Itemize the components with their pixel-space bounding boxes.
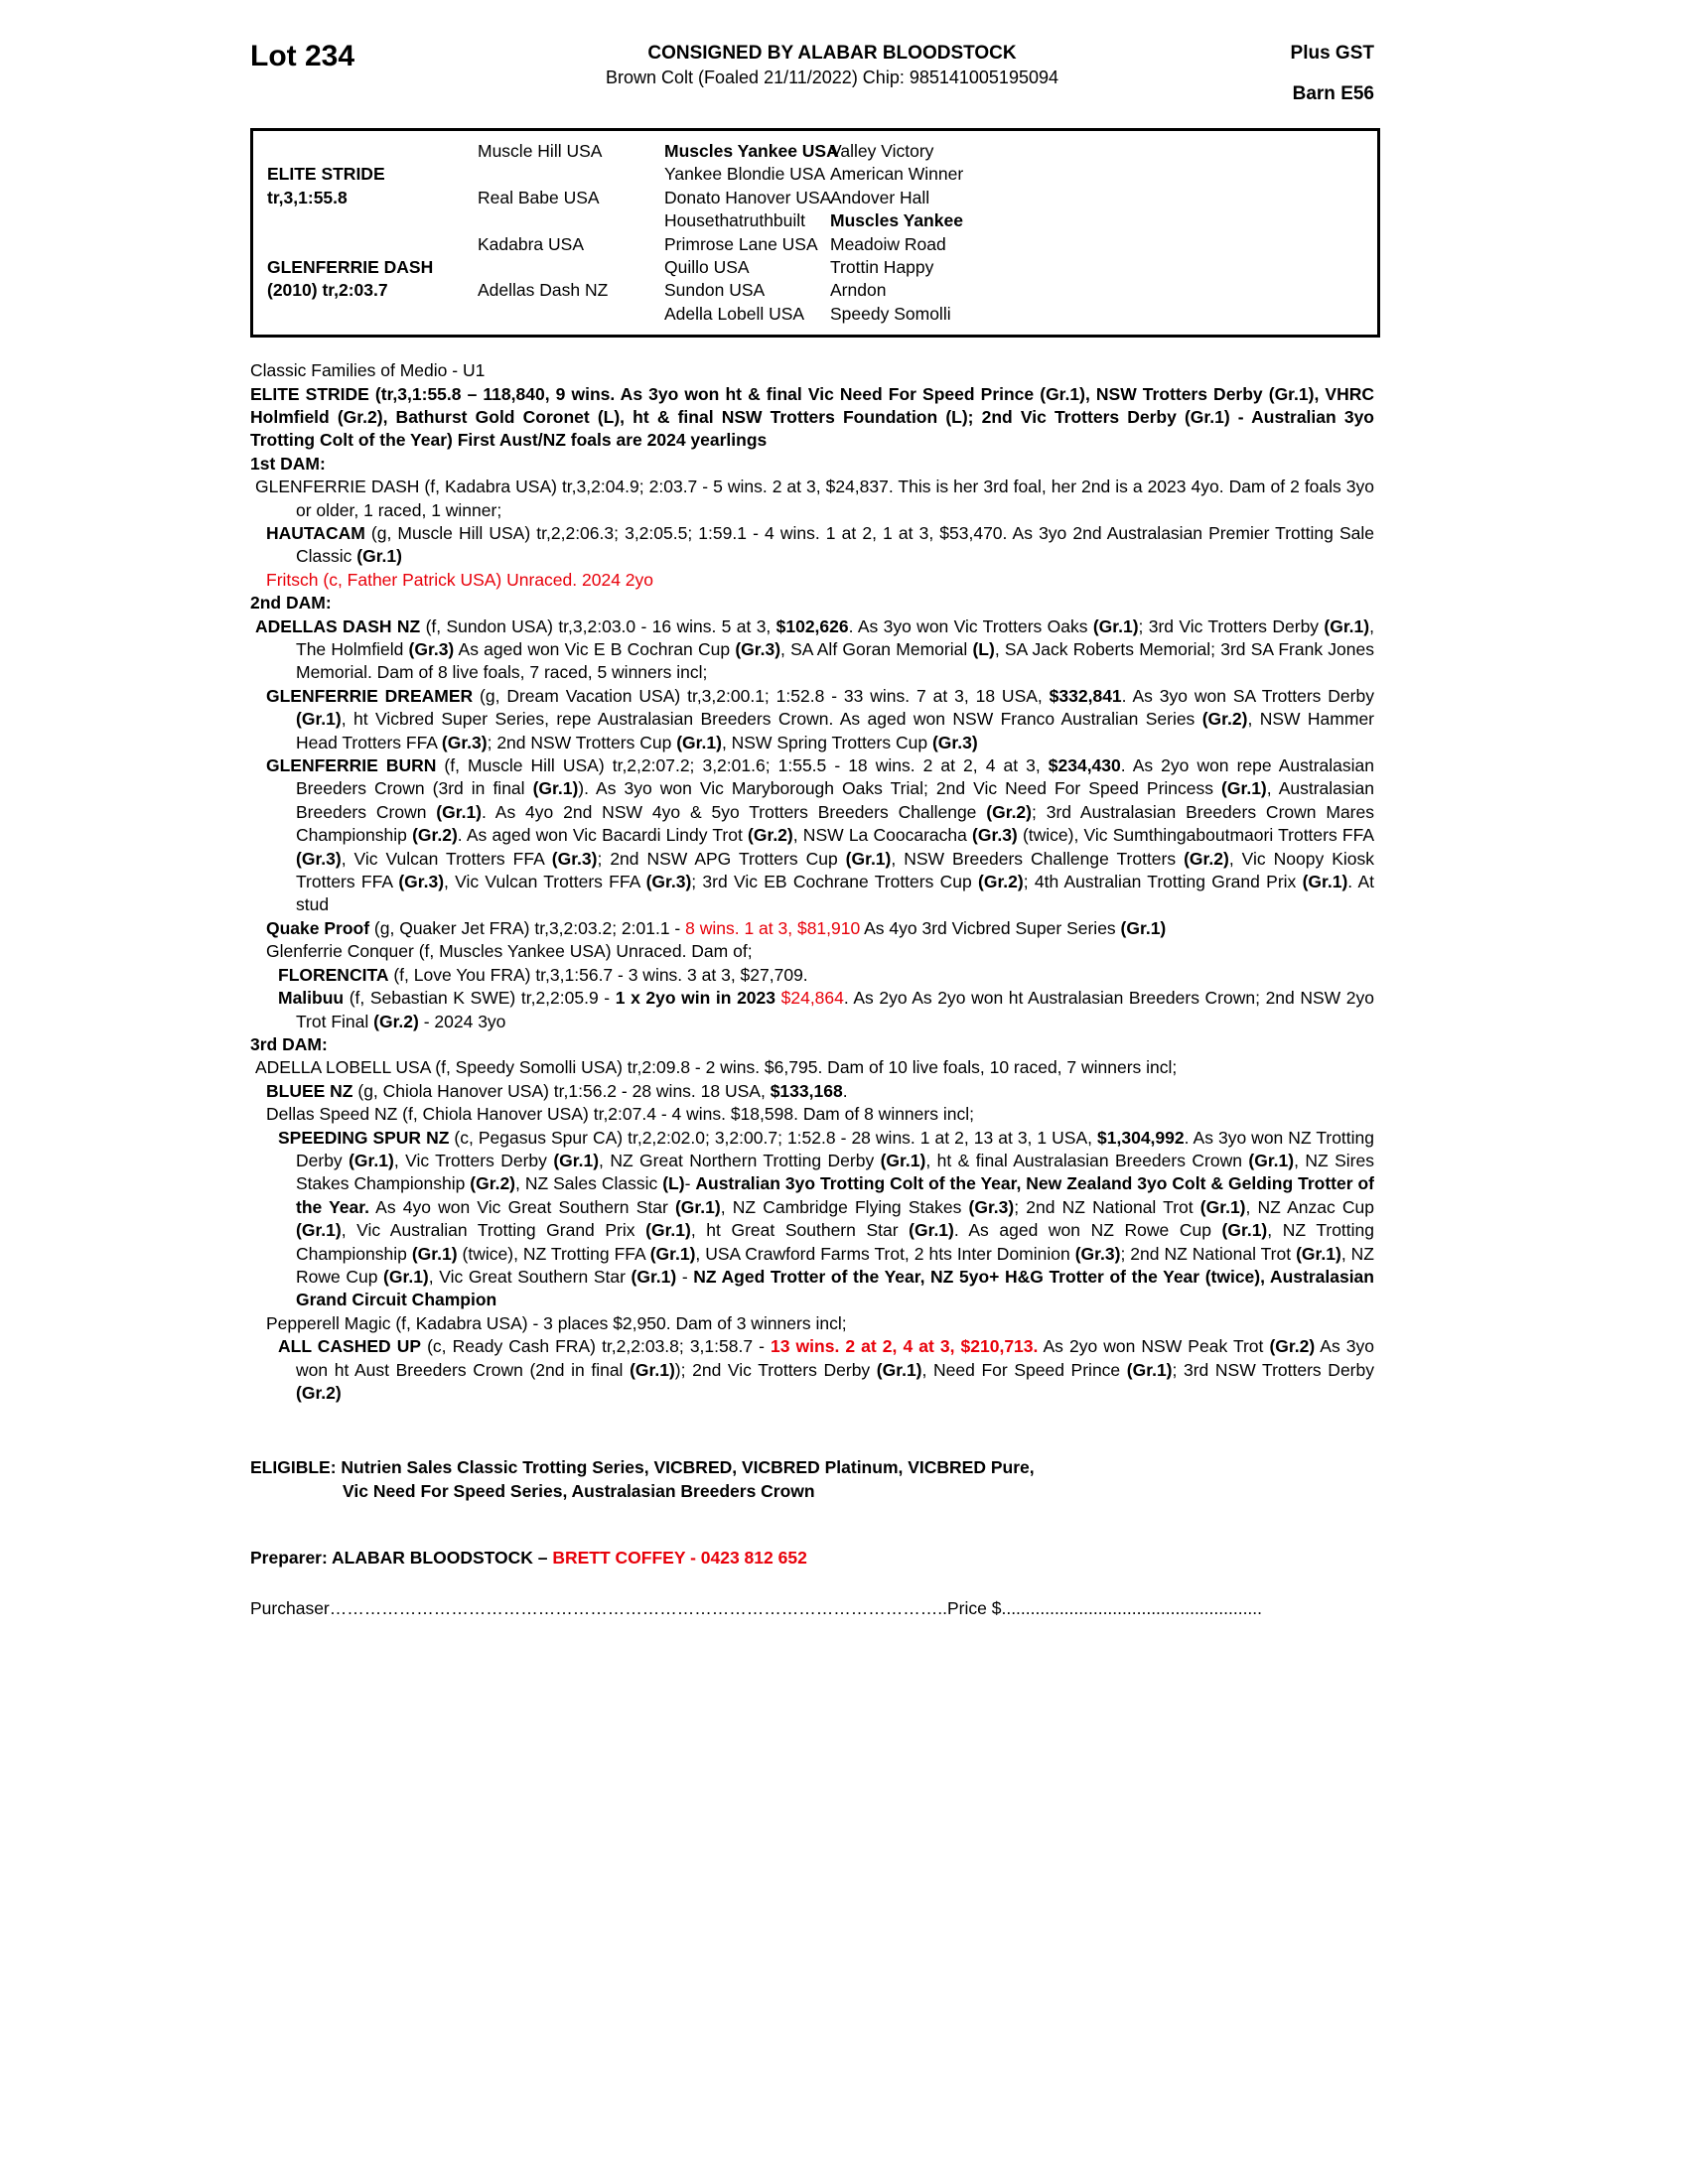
gen3-ancestor-5: Primrose Lane USA [664,233,818,254]
para-adella-lobell: ADELLA LOBELL USA (f, Speedy Somolli USA) tr,2:09.8 - 2 wins. $6,795. Dam of 10 live foals, 10 raced, 7 winners incl; [255,1057,1178,1078]
para-pepperell-magic: Pepperell Magic (f, Kadabra USA) - 3 places $2,950. Dam of 3 winners incl; [266,1312,847,1333]
para-glenferrie-burn: GLENFERRIE BURN (f, Muscle Hill USA) tr,2,2:07.2; 3,2:01.6; 1:55.5 - 18 wins. 2 at 2, 4 at 3, $234,430. As 2yo won repe Australasian Breeders Crown (3rd in final (Gr.1)). As 3yo won Vic Maryborough Oaks Trial; 2nd Vic Need For Speed Princess (Gr.1), Australasian Breeders Crown (Gr.1). As 4yo 2nd NSW 4yo & 5yo Trotters Breeders Challenge (Gr.2); 3rd Australasian Breeders Crown Mares Championship (Gr.2). As aged won Vic Bacardi Lindy Trot (Gr.2), NSW La Coocaracha (Gr.3) (twice), Vic Sumthingaboutmaori Trotters FFA (Gr.3), Vic Vulcan Trotters FFA (Gr.3); 2nd NSW APG Trotters Cup (Gr.1), NSW Breeders Challenge Trotters (Gr.2), Vic Noopy Kiosk Trotters FFA (Gr.3), Vic Vulcan Trotters FFA (Gr.3); 3rd Vic EB Cochrane Trotters Cup (Gr.2); 4th Australian Trotting Grand Prix (Gr.1). At stud [266,755,1375,915]
gen3-ancestor-1: Muscles Yankee USA [664,141,839,161]
gen2-dam-dam: Adellas Dash NZ [478,280,609,301]
para-adellas-dash: ADELLAS DASH NZ (f, Sundon USA) tr,3,2:03.0 - 16 wins. 5 at 3, $102,626. As 3yo won Vic Trotters Oaks (Gr.1); 3rd Vic Trotters Derby (Gr.1), The Holmfield (Gr.3) As aged won Vic E B Cochran Cup (Gr.3), SA Alf Goran Memorial (L), SA Jack Roberts Memorial; 3rd SA Frank Jones Memorial. Dam of 8 live foals, 7 raced, 5 winners incl; [255,615,1374,683]
para-all-cashed-up: ALL CASHED UP (c, Ready Cash FRA) tr,2,2:03.8; 3,1:58.7 - 13 wins. 2 at 2, 4 at 3, $210,713. As 2yo won NSW Peak Trot (Gr.2) As 3yo won ht Aust Breeders Crown (2nd in final (Gr.1)); 2nd Vic Trotters Derby (Gr.1), Need For Speed Prince (Gr.1); 3rd NSW Trotters Derby (Gr.2) [278,1336,1374,1403]
para-glenferrie-conquer: Glenferrie Conquer (f, Muscles Yankee USA) Unraced. Dam of; [266,941,753,962]
page-content [250,42,1374,1620]
purchaser-price-line: Purchaser……………………………………………………………………………………………..Price $...................................................... [250,1597,1263,1618]
page-header [250,42,1374,106]
sire-name: ELITE STRIDE [267,164,385,185]
gen3-ancestor-8: Adella Lobell USA [664,303,805,324]
gen3-ancestor-6: Quillo USA [664,256,750,277]
dam3-heading: 3rd DAM: [250,1033,328,1054]
dam-name: GLENFERRIE DASH [267,256,434,277]
header-right [1196,42,1374,106]
dam2-heading: 2nd DAM: [250,593,332,614]
para-quake-proof: Quake Proof (g, Quaker Jet FRA) tr,3,2:03.2; 2:01.1 - 8 wins. 1 at 3, $81,910 As 4yo 3rd Vicbred Super Series (Gr.1) [266,917,1167,938]
para-fritsch: Fritsch (c, Father Patrick USA) Unraced. 2024 2yo [266,569,653,590]
gen4-ancestor-8: Speedy Somolli [830,303,951,324]
preparer-line: Preparer: ALABAR BLOODSTOCK – BRETT COFFEY - 0423 812 652 [250,1548,807,1569]
gen4-ancestor-6: Trottin Happy [830,256,934,277]
pedigree-table [250,128,1380,338]
gen4-ancestor-5: Meadoiw Road [830,233,946,254]
gen4-ancestor-3: Andover Hall [830,187,930,207]
sire-summary-paragraph: ELITE STRIDE (tr,3,1:55.8 – 118,840, 9 wins. As 3yo won ht & final Vic Need For Speed Prince (Gr.1), NSW Trotters Derby (Gr.1), VHRC Holmfield (Gr.2), Bathurst Gold Coronet (L), ht & final NSW Trotters Foundation (L); 2nd Vic Trotters Derby (Gr.1) - Australian 3yo Trotting Colt of the Year) First Aust/NZ foals are 2024 yearlings [250,383,1374,451]
gen4-ancestor-4: Muscles Yankee [830,210,963,231]
barn-label: Barn E56 [1292,83,1374,104]
sire-record: tr,3,1:55.8 [267,187,348,207]
dam-record: (2010) tr,2:03.7 [267,280,388,301]
gen3-ancestor-2: Yankee Blondie USA [664,164,826,185]
gen2-sire-dam: Real Babe USA [478,187,600,207]
consignor-title: CONSIGNED BY ALABAR BLOODSTOCK [647,43,1017,64]
gen3-ancestor-3: Donato Hanover USA [664,187,832,207]
dam1-heading: 1st DAM: [250,453,326,474]
para-malibuu: Malibuu (f, Sebastian K SWE) tr,2,2:05.9 - 1 x 2yo win in 2023 $24,864. As 2yo As 2yo won ht Australasian Breeders Crown; 2nd NSW 2yo Trot Final (Gr.2) - 2024 3yo [278,988,1375,1031]
para-bluee: BLUEE NZ (g, Chiola Hanover USA) tr,1:56.2 - 28 wins. 18 USA, $133,168. [266,1080,848,1101]
horse-description: Brown Colt (Foaled 21/11/2022) Chip: 985141005195094 [606,68,1058,87]
para-dellas-speed: Dellas Speed NZ (f, Chiola Hanover USA) tr,2:07.4 - 4 wins. $18,598. Dam of 8 winners incl; [266,1104,974,1125]
gen4-ancestor-1: Valley Victory [830,141,934,161]
para-glenferrie-dreamer: GLENFERRIE DREAMER (g, Dream Vacation USA) tr,3,2:00.1; 1:52.8 - 33 wins. 7 at 3, 18 USA, $332,841. As 3yo won SA Trotters Derby (Gr.1), ht Vicbred Super Series, repe Australasian Breeders Crown. As aged won NSW Franco Australian Series (Gr.2), NSW Hammer Head Trotters FFA (Gr.3); 2nd NSW Trotters Cup (Gr.1), NSW Spring Trotters Cup (Gr.3) [266,685,1375,752]
gen3-ancestor-4: Housethatruthbuilt [664,210,806,231]
gen2-dam-sire: Kadabra USA [478,233,585,254]
lot-number: Lot 234 [250,40,355,72]
header-center [469,42,1196,89]
plus-gst-label: Plus GST [1290,43,1374,64]
para-florencita: FLORENCITA (f, Love You FRA) tr,3,1:56.7 - 3 wins. 3 at 3, $27,709. [278,964,808,985]
para-glenferrie-dash: GLENFERRIE DASH (f, Kadabra USA) tr,3,2:04.9; 2:03.7 - 5 wins. 2 at 3, $24,837. This is her 3rd foal, her 2nd is a 2023 4yo. Dam of 2 foals 3yo or older, 1 raced, 1 winner; [255,477,1374,520]
gen3-ancestor-7: Sundon USA [664,280,766,301]
gen4-ancestor-2: American Winner [830,164,964,185]
para-hautacam: HAUTACAM (g, Muscle Hill USA) tr,2,2:06.3; 3,2:05.5; 1:59.1 - 4 wins. 1 at 2, 1 at 3, $53,470. As 3yo 2nd Australasian Premier Trotting Sale Classic (Gr.1) [266,522,1374,567]
family-note: Classic Families of Medio - U1 [250,360,486,381]
gen2-sire-sire: Muscle Hill USA [478,141,603,161]
gen4-ancestor-7: Arndon [830,280,887,301]
eligibility-paragraph: ELIGIBLE: Nutrien Sales Classic Trotting Series, VICBRED, VICBRED Platinum, VICBRED Pure, Vic Need For Speed Series, Australasian Breeders Crown [250,1457,1035,1501]
para-speeding-spur: SPEEDING SPUR NZ (c, Pegasus Spur CA) tr,2,2:02.0; 3,2:00.7; 1:52.8 - 28 wins. 1 at 2, 13 at 3, 1 USA, $1,304,992. As 3yo won NZ Trotting Derby (Gr.1), Vic Trotters Derby (Gr.1), NZ Great Northern Trotting Derby (Gr.1), ht & final Australasian Breeders Crown (Gr.1), NZ Sires Stakes Championship (Gr.2), NZ Sales Classic (L)- Australian 3yo Trotting Colt of the Year, New Zealand 3yo Colt & Gelding Trotter of the Year. As 4yo won Vic Great Southern Star (Gr.1), NZ Cambridge Flying Stakes (Gr.3); 2nd NZ National Trot (Gr.1), NZ Anzac Cup (Gr.1), Vic Australian Trotting Grand Prix (Gr.1), ht Great Southern Star (Gr.1). As aged won NZ Rowe Cup (Gr.1), NZ Trotting Championship (Gr.1) (twice), NZ Trotting FFA (Gr.1), USA Crawford Farms Trot, 2 hts Inter Dominion (Gr.3); 2nd NZ National Trot (Gr.1), NZ Rowe Cup (Gr.1), Vic Great Southern Star (Gr.1) - NZ Aged Trotter of the Year, NZ 5yo+ H&G Trotter of the Year (twice), Australasian Grand Circuit Champion [278,1127,1375,1310]
